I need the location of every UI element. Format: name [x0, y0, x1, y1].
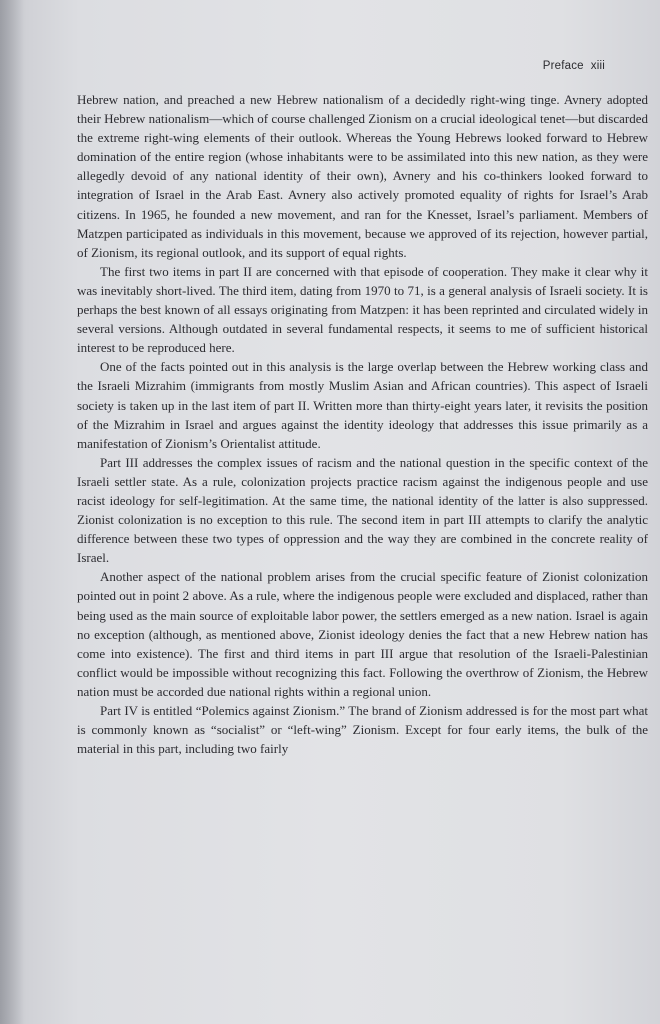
paragraph-4: Part III addresses the complex issues of racism and the national question in the specific context of the Israeli settler state. As a rule, colonization projects practice racism against the indigenous people and use racist ideology for self-legitimation. At the same time, the national identity of the latter is also suppressed. Zionist colonization is no exception to this rule. The second item in part III attempts to clarify the analytic difference between these two types of oppression and the way they are combined in the concrete reality of Israel.	[77, 454, 648, 566]
running-head	[543, 60, 605, 72]
body-text	[77, 90, 648, 758]
paragraph-5: Another aspect of the national problem arises from the crucial specific feature of Zionist colonization pointed out in point 2 above. As a rule, where the indigenous people were excluded and displaced, rather than being used as the main source of exploitable labor power, the settlers emerged as a new nation. Israel is again no exception (although, as mentioned above, Zionist ideology denies the fact that a new Hebrew nation has come into existence). The first and third items in part III argue that resolution of the Israeli-Palestinian conflict would be impossible without recognizing this fact. Following the overthrow of Zionism, the Hebrew nation must be accorded due national rights within a regional union.	[77, 569, 648, 699]
gutter-shadow	[0, 0, 24, 1024]
paragraph-6: Part IV is entitled “Polemics against Zionism.” The brand of Zionism addressed is for the most part what is commonly known as “socialist” or “left-wing” Zionism. Except for four early items, the bulk of the material in this part, including two fairly	[77, 703, 648, 757]
paragraph-1: Hebrew nation, and preached a new Hebrew nationalism of a decidedly right-wing tinge. Avnery adopted their Hebrew nationalism—which of course challenged Zionism on a crucial ideological tenet—but discarded the extreme right-wing elements of their outlook. Whereas the Young Hebrews looked forward to Hebrew domination of the entire region (whose inhabitants were to be assimilated into this new nation, as they were allegedly devoid of any national identity of their own), Avnery and his co-thinkers looked forward to integration of Israel in the Arab East. Avnery also actively promoted equality of rights for Israel’s Arab citizens. In 1965, he founded a new movement, and ran for the Knesset, Israel’s parliament. Members of Matzpen participated as individuals in this movement, because we approved of its rejection, however partial, of Zionism, its regional outlook, and its support of equal rights.	[77, 92, 648, 260]
running-head-title: Preface	[542, 60, 584, 72]
paragraph-2: The first two items in part II are concerned with that episode of cooperation. They make it clear why it was inevitably short-lived. The third item, dating from 1970 to 71, is a general analysis of Israeli society. It is perhaps the best known of all essays originating from Matzpen: it has been reprinted and circulated widely in several versions. Although outdated in several fundamental respects, it seems to me of sufficient historical interest to be reproduced here.	[77, 263, 648, 356]
paragraph-3: One of the facts pointed out in this analysis is the large overlap between the Hebrew working class and the Israeli Mizrahim (immigrants from mostly Muslim Asian and African countries). This aspect of Israeli society is taken up in the last item of part II. Written more than thirty-eight years later, it revisits the position of the Mizrahim in Israel and argues against the identity ideology that addresses this issue primarily as a manifestation of Zionism’s Orientalist attitude.	[77, 359, 648, 451]
page-number: xiii	[590, 60, 605, 72]
